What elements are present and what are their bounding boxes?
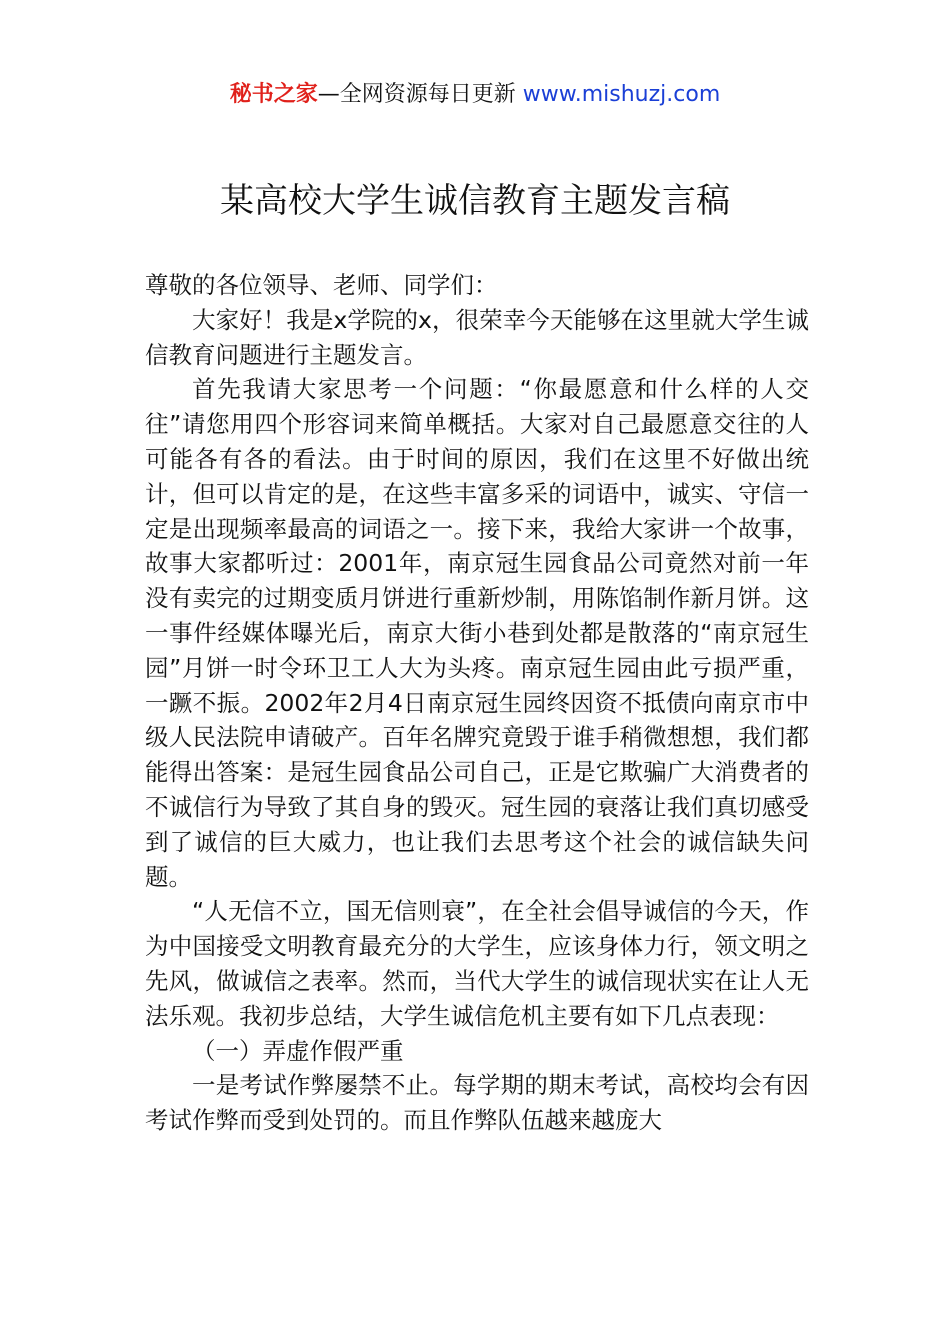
paragraph-section-one: 一是考试作弊屡禁不止。每学期的期末考试，高校均会有因考试作弊而受到处罚的。而且作弊队伍越来越庞大 — [145, 1071, 809, 1135]
document-title: 某高校大学生诚信教育主题发言稿 — [220, 181, 730, 221]
paragraph-intro: 大家好！我是x学院的x，很荣幸今天能够在这里就大学生诚信教育问题进行主题发言。 — [145, 305, 809, 369]
paragraph-crisis: “人无信不立，国无信则衰”，在全社会倡导诚信的今天，作为中国接受文明教育最充分的大学生，应该身体力行，领文明之先风，做诚信之表率。然而，当代大学生的诚信现状实在让人无法乐观。我初步总结，大学生诚信危机主要有如下几点表现： — [145, 897, 809, 1030]
document-body — [145, 268, 809, 1138]
section-heading: （一）弄虚作假严重 — [192, 1036, 404, 1065]
header-tagline: —全网资源每日更新 — [317, 82, 523, 107]
paragraph-story: 首先我请大家思考一个问题：“你最愿意和什么样的人交往”请您用四个形容词来简单概括。大家对自己最愿意交往的人可能各有各的看法。由于时间的原因，我们在这里不好做出统计，但可以肯定的是，在这些丰富多采的词语中，诚实、守信一定是出现频率最高的词语之一。接下来，我给大家讲一个故事，故事大家都听过：2001年，南京冠生园食品公司竟然对前一年没有卖完的过期变质月饼进行重新炒制，用陈馅制作新月饼。这一事件经媒体曝光后，南京大街小巷到处都是散落的“南京冠生园”月饼一时令环卫工人大为头疼。南京冠生园由此亏损严重，一蹶不振。2002年2月4日南京冠生园终因资不抵债向南京市中级人民法院申请破产。百年名牌究竟毁于谁手稍微想想，我们都能得出答案：是冠生园食品公司自己，正是它欺骗广大消费者的不诚信行为导致了其自身的毁灭。冠生园的衰落让我们真切感受到了诚信的巨大威力，也让我们去思考这个社会的诚信缺失问题。 — [145, 375, 809, 891]
site-url-link[interactable]: www.mishuzj.com — [522, 82, 721, 107]
salutation: 尊敬的各位领导、老师、同学们： — [145, 271, 498, 299]
brand-name: 秘书之家 — [229, 82, 318, 107]
site-header — [0, 80, 950, 110]
